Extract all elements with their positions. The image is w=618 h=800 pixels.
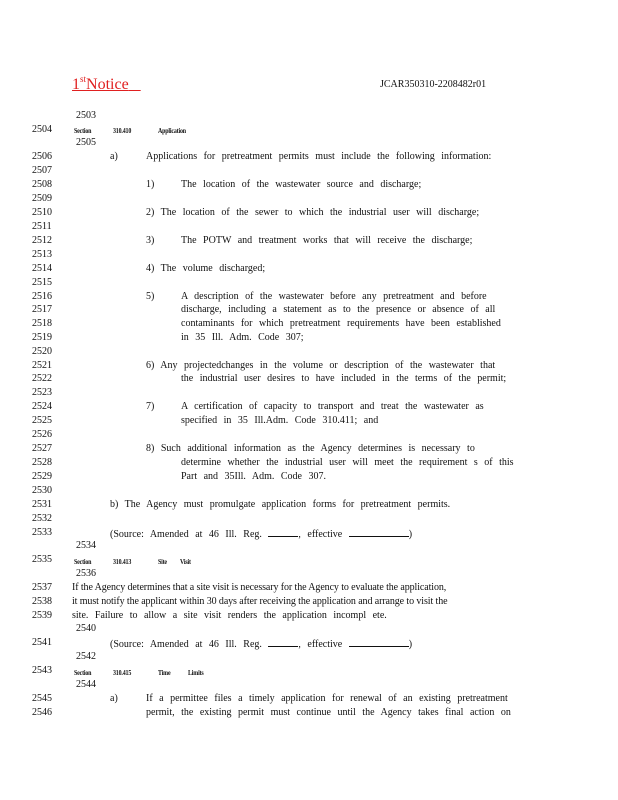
site-visit-line-1: If the Agency determines that a site visit is necessary for the Agency to evaluate the application, (72, 582, 447, 593)
line-number: 2535 (32, 554, 52, 565)
item-5-number: 5) (146, 291, 155, 302)
line-number: 2545 (32, 693, 52, 704)
line-number: 2546 (32, 707, 52, 718)
source-note (110, 527, 412, 541)
section-title-word: Site (158, 558, 167, 566)
line-number: 2536 (76, 568, 96, 579)
item-7-line-2: specified in 35 Ill.Adm. Code 310.411; and (181, 415, 379, 426)
item-3-text: The POTW and treatment works that will receive the discharge; (181, 235, 473, 246)
source-end: ) (408, 639, 413, 650)
line-number: 2531 (32, 499, 52, 510)
line-number: 2504 (32, 124, 52, 135)
line-number: 2542 (76, 651, 96, 662)
item-8-line-1: 8) Such additional information as the Agency determines is necessary to (146, 443, 475, 454)
line-number: 2524 (32, 401, 52, 412)
line-number: 2527 (32, 443, 52, 454)
item-8-line-2: determine whether the industrial user will meet the requirement s of this (181, 457, 514, 468)
source-prefix: (Source: Amended at 46 Ill. Reg. (110, 639, 262, 650)
line-number: 2533 (32, 527, 52, 538)
line-number: 2541 (32, 637, 52, 648)
section-label: Section (74, 558, 92, 566)
line-number: 2529 (32, 471, 52, 482)
item-5-line-3: contaminants for which pretreatment requirements have been established (181, 318, 501, 329)
section-number: 310.413 (113, 558, 132, 566)
effective-blank (349, 637, 409, 647)
site-visit-line-3: site. Failure to allow a site visit renders the application incompl ete. (72, 610, 387, 621)
line-number: 2516 (32, 291, 52, 302)
item-5-line-2: discharge, including a statement as to the presence or absence of all (181, 304, 496, 315)
line-number: 2509 (32, 193, 52, 204)
line-number: 2520 (32, 346, 52, 357)
time-limits-line-2: permit, the existing permit must continue until the Agency takes final action on (146, 707, 511, 718)
line-number: 2512 (32, 235, 52, 246)
item-1-text: The location of the wastewater source and discharge; (181, 179, 422, 190)
line-number: 2515 (32, 277, 52, 288)
line-number: 2503 (76, 110, 96, 121)
line-number: 2528 (32, 457, 52, 468)
document-code: JCAR350310-2208482r01 (380, 79, 487, 90)
line-number: 2540 (76, 623, 96, 634)
subsection-a-text: Applications for pretreatment permits must include the following information: (146, 151, 492, 162)
source-end: ) (408, 529, 413, 540)
effective-blank (349, 527, 409, 537)
line-number: 2513 (32, 249, 52, 260)
notice-heading (72, 74, 141, 94)
notice-superscript: st (80, 74, 87, 84)
item-7-line-1: A certification of capacity to transport and treat the wastewater as (181, 401, 484, 412)
line-number: 2505 (76, 137, 96, 148)
item-6-line-1: 6) Any projectedchanges in the volume or description of the wastewater that (146, 360, 496, 371)
item-2-text: 2) The location of the sewer to which the industrial user will discharge; (146, 207, 480, 218)
line-number: 2519 (32, 332, 52, 343)
source-note (110, 637, 412, 651)
item-1-number: 1) (146, 179, 155, 190)
section-title-word: Visit (180, 558, 191, 566)
section-title-word: Limits (188, 669, 204, 677)
line-number: 2543 (32, 665, 52, 676)
line-number: 2511 (32, 221, 52, 232)
line-number: 2506 (32, 151, 52, 162)
line-number: 2518 (32, 318, 52, 329)
line-number: 2539 (32, 610, 52, 621)
source-mid: , effective (298, 639, 343, 650)
subsection-a-label: a) (110, 693, 118, 704)
subsection-b-text: b) The Agency must promulgate application forms for pretreatment permits. (110, 499, 451, 510)
line-number: 2522 (32, 373, 52, 384)
source-mid: , effective (298, 529, 343, 540)
line-number: 2514 (32, 263, 52, 274)
item-5-line-4: in 35 Ill. Adm. Code 307; (181, 332, 304, 343)
line-number: 2537 (32, 582, 52, 593)
line-number: 2532 (32, 513, 52, 524)
section-label: Section (74, 669, 92, 677)
line-number: 2508 (32, 179, 52, 190)
line-number: 2538 (32, 596, 52, 607)
item-7-number: 7) (146, 401, 155, 412)
item-4-text: 4) The volume discharged; (146, 263, 266, 274)
line-number: 2525 (32, 415, 52, 426)
line-number: 2544 (76, 679, 96, 690)
item-3-number: 3) (146, 235, 155, 246)
reg-blank (268, 527, 298, 537)
item-8-line-3: Part and 35Ill. Adm. Code 307. (181, 471, 326, 482)
line-number: 2510 (32, 207, 52, 218)
reg-blank (268, 637, 298, 647)
line-number: 2507 (32, 165, 52, 176)
section-label: Section (74, 127, 92, 135)
section-number: 310.415 (113, 669, 132, 677)
section-title-word: Time (158, 669, 171, 677)
line-number: 2517 (32, 304, 52, 315)
site-visit-line-2: it must notify the applicant within 30 days after receiving the application and arrange to visit the (72, 596, 448, 607)
subsection-a-label: a) (110, 151, 118, 162)
line-number: 2530 (32, 485, 52, 496)
section-title: Application (158, 127, 186, 135)
source-prefix: (Source: Amended at 46 Ill. Reg. (110, 529, 262, 540)
notice-word: Notice (86, 76, 129, 93)
line-number: 2521 (32, 360, 52, 371)
line-number: 2526 (32, 429, 52, 440)
item-5-line-1: A description of the wastewater before any pretreatment and before (181, 291, 487, 302)
section-number: 310.410 (113, 127, 132, 135)
item-6-line-2: the industrial user desires to have included in the terms of the permit; (181, 373, 507, 384)
time-limits-line-1: If a permittee files a timely application for renewal of an existing pretreatment (146, 693, 508, 704)
notice-number: 1 (72, 76, 80, 93)
line-number: 2523 (32, 387, 52, 398)
line-number: 2534 (76, 540, 96, 551)
